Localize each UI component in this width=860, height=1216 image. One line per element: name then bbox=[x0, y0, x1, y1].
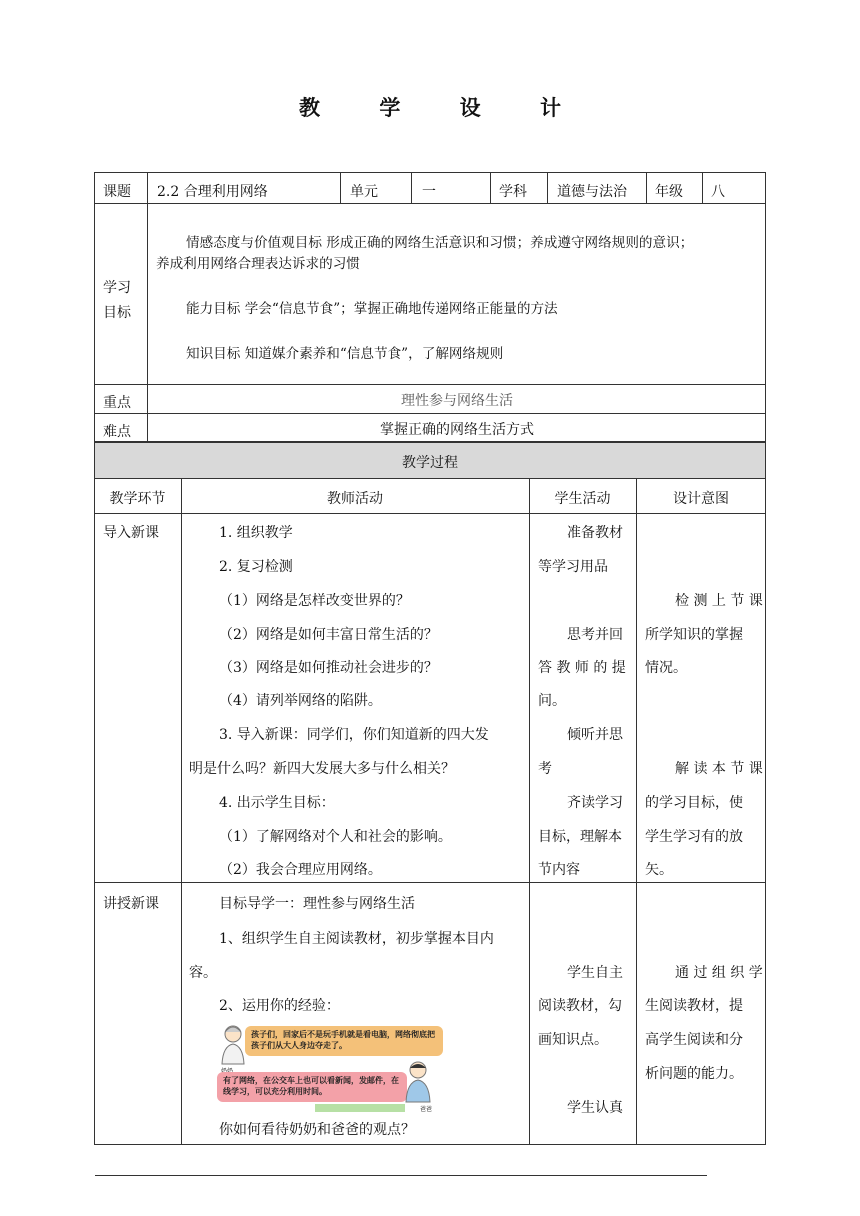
intro-teacher-8: 4. 出示学生目标： bbox=[219, 795, 335, 811]
intro-teacher-0: 1. 组织教学 bbox=[219, 525, 293, 541]
intro-student-0: 准备教材 bbox=[567, 525, 623, 541]
intro-teacher-6: 3. 导入新课：同学们，你们知道新的四大发 bbox=[219, 727, 489, 743]
label-unit: 单元 bbox=[350, 184, 378, 200]
grandma-dad-comic bbox=[215, 1024, 440, 1112]
key-point-label: 重点 bbox=[103, 395, 131, 411]
goals-label-1: 学习 bbox=[103, 280, 131, 296]
intro-intent-0: 检 测 上 节 课 bbox=[675, 593, 763, 609]
difficulty-value: 掌握正确的网络生活方式 bbox=[380, 422, 534, 438]
col-student: 学生活动 bbox=[554, 491, 611, 507]
dad-name: 爸爸 bbox=[420, 1106, 433, 1113]
lecture-teacher-2: 容。 bbox=[189, 965, 217, 981]
lecture-teacher-3: 2、运用你的经验： bbox=[219, 998, 340, 1014]
dad-figure-icon bbox=[403, 1060, 433, 1104]
goal-emotion-line1: 情感态度与价值观目标 形成正确的网络生活意识和习惯；养成遵守网络规则的意识； bbox=[186, 235, 694, 251]
goals-label-2: 目标 bbox=[103, 305, 131, 321]
goal-knowledge: 知识目标 知道媒介素养和“信息节食”，了解网络规则 bbox=[186, 346, 504, 362]
process-heading: 教学过程 bbox=[402, 455, 458, 471]
lecture-student-2: 画知识点。 bbox=[538, 1032, 608, 1048]
goal-ability: 能力目标 学会“信息节食”；掌握正确地传递网络正能量的方法 bbox=[186, 301, 558, 317]
grade-value: 八 bbox=[711, 184, 725, 200]
intro-student-5: 倾听并思 bbox=[567, 727, 623, 743]
page-title: 教 学 设 计 bbox=[299, 95, 587, 120]
lecture-intent-1: 生阅读教材，提 bbox=[645, 998, 743, 1014]
lecture-stage: 讲授新课 bbox=[103, 896, 159, 912]
grass-decoration bbox=[315, 1096, 405, 1112]
lecture-teacher-4: 你如何看待奶奶和爸爸的观点？ bbox=[219, 1122, 415, 1138]
intro-teacher-2: （1）网络是怎样改变世界的？ bbox=[219, 593, 410, 609]
lecture-intent-2: 高学生阅读和分 bbox=[645, 1032, 743, 1048]
lecture-student-0: 学生自主 bbox=[567, 965, 623, 981]
intro-teacher-7: 明是什么吗？新四大发展大多与什么相关？ bbox=[189, 761, 455, 777]
lecture-intent-3: 析问题的能力。 bbox=[645, 1066, 743, 1082]
col-intent: 设计意图 bbox=[673, 491, 729, 507]
intro-intent-1: 所学知识的掌握 bbox=[645, 627, 743, 643]
intro-intent-6: 矢。 bbox=[645, 862, 673, 878]
subject-value: 道德与法治 bbox=[557, 184, 627, 200]
intro-intent-2: 情况。 bbox=[645, 660, 687, 676]
goal-emotion-line2: 养成利用网络合理表达诉求的习惯 bbox=[156, 256, 360, 272]
footer-rule bbox=[95, 1175, 707, 1176]
intro-intent-5: 学生学习有的放 bbox=[645, 829, 743, 845]
intro-student-2: 思考并回 bbox=[567, 627, 623, 643]
key-point-value: 理性参与网络生活 bbox=[401, 393, 513, 409]
intro-teacher-3: （2）网络是如何丰富日常生活的？ bbox=[219, 627, 438, 643]
dad-speech-bubble: 有了网络，在公交车上也可以看新闻，发邮件，在线学习，可以充分利用时间。 bbox=[217, 1072, 407, 1102]
lecture-intent-0: 通 过 组 织 学 bbox=[675, 965, 763, 981]
grandma-speech-bubble: 孩子们，回家后不是玩手机就是看电脑，网络彻底把孩子们从大人身边夺走了。 bbox=[245, 1026, 443, 1056]
topic-value: 2.2 合理利用网络 bbox=[157, 184, 268, 200]
intro-student-7: 齐读学习 bbox=[567, 795, 623, 811]
intro-teacher-5: （4）请列举网络的陷阱。 bbox=[219, 693, 382, 709]
intro-student-1: 等学习用品 bbox=[538, 559, 608, 575]
unit-value: 一 bbox=[422, 184, 436, 200]
intro-student-3: 答 教 师 的 提 bbox=[538, 660, 626, 676]
grandma-figure-icon bbox=[219, 1024, 247, 1066]
label-topic: 课题 bbox=[103, 184, 131, 200]
intro-teacher-10: （2）我会合理应用网络。 bbox=[219, 862, 382, 878]
intro-stage: 导入新课 bbox=[103, 525, 159, 541]
difficulty-label: 难点 bbox=[103, 424, 131, 440]
intro-intent-4: 的学习目标，使 bbox=[645, 795, 743, 811]
intro-intent-3: 解 读 本 节 课 bbox=[675, 761, 763, 777]
label-grade: 年级 bbox=[655, 184, 683, 200]
intro-student-6: 考 bbox=[538, 761, 552, 777]
lecture-student-1: 阅读教材，勾 bbox=[538, 998, 622, 1014]
col-teacher: 教师活动 bbox=[327, 491, 383, 507]
intro-teacher-1: 2. 复习检测 bbox=[219, 559, 293, 575]
intro-student-8: 目标，理解本 bbox=[538, 829, 622, 845]
intro-student-4: 问。 bbox=[538, 693, 566, 709]
col-stage: 教学环节 bbox=[109, 491, 166, 507]
intro-student-9: 节内容 bbox=[538, 862, 580, 878]
intro-teacher-9: （1）了解网络对个人和社会的影响。 bbox=[219, 829, 452, 845]
lecture-teacher-1: 1、组织学生自主阅读教材，初步掌握本目内 bbox=[219, 931, 494, 947]
intro-teacher-4: （3）网络是如何推动社会进步的？ bbox=[219, 660, 438, 676]
lecture-student-3: 学生认真 bbox=[567, 1100, 623, 1116]
label-subject: 学科 bbox=[499, 184, 527, 200]
lecture-teacher-0: 目标导学一：理性参与网络生活 bbox=[219, 896, 415, 912]
